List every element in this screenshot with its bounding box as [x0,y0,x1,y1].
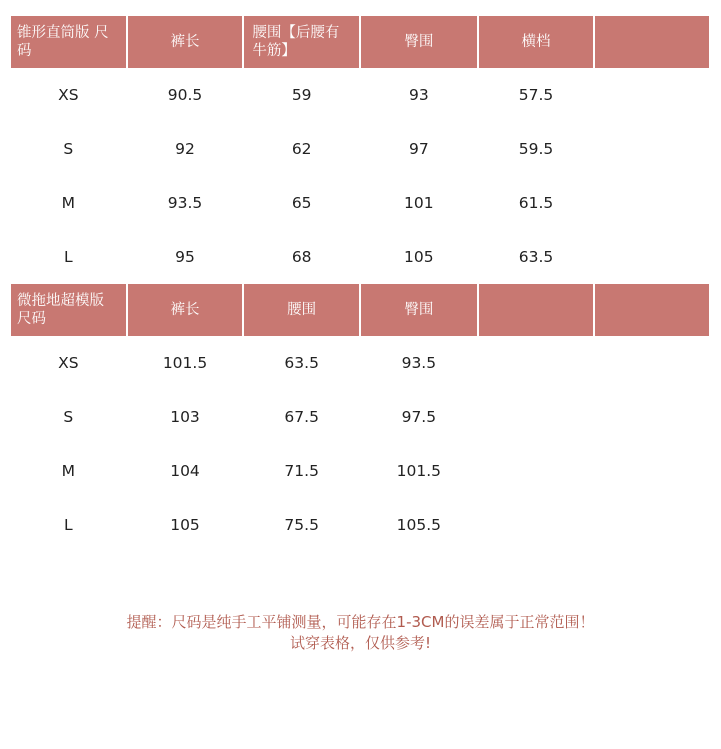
cell-empty [595,68,709,122]
cell-length: 95 [175,248,195,266]
cell-empty [595,176,709,230]
cell-size: M [61,194,76,212]
header-waist: 腰围【后腰有牛筋】 [244,16,359,68]
cell-size: M [61,462,76,480]
header-hip: 臀围 [361,16,477,68]
cell-size: S [63,408,74,426]
cell-waist: 75.5 [284,516,319,534]
cell-empty [595,444,709,498]
size-table-tapered [11,16,709,284]
cell-length: 90.5 [167,86,203,104]
cell-empty [479,498,594,552]
cell-length: 101.5 [162,354,208,372]
cell-empty [595,230,709,284]
header-waist: 腰围 [244,284,359,336]
cell-hip: 93.5 [401,354,437,372]
cell-size: L [64,248,73,266]
cell-waist: 62 [291,140,312,158]
table-row [11,444,709,498]
cell-length: 103 [170,408,200,426]
cell-empty [595,498,709,552]
cell-size: XS [58,354,79,372]
table-row [11,336,709,390]
header-size: 锥形直筒版 尺码 [11,16,126,68]
table-row [11,498,709,552]
header-empty [595,16,709,68]
cell-hip: 97 [408,140,429,158]
cell-empty [479,444,594,498]
cell-crotch: 57.5 [518,86,554,104]
cell-hip: 105.5 [396,516,442,534]
note-line-1: 提醒：尺码是纯手工平铺测量，可能存在1-3CM的误差属于正常范围！ [126,613,595,631]
table-row [11,230,709,284]
table-row [11,122,709,176]
cell-hip: 97.5 [401,408,437,426]
cell-empty [479,336,594,390]
table-row [11,68,709,122]
table-row [11,176,709,230]
header-length: 裤长 [128,16,243,68]
cell-waist: 65 [291,194,312,212]
cell-crotch: 63.5 [518,248,554,266]
cell-hip: 93 [408,86,429,104]
cell-length: 105 [170,516,200,534]
cell-length: 92 [175,140,195,158]
cell-crotch: 61.5 [518,194,554,212]
cell-crotch: 59.5 [518,140,554,158]
header-crotch: 横档 [479,16,594,68]
table-row [11,390,709,444]
header-length: 裤长 [128,284,243,336]
cell-empty [595,122,709,176]
cell-hip: 101.5 [396,462,442,480]
table-header [11,16,709,68]
header-empty [479,284,594,336]
cell-waist: 63.5 [284,354,319,372]
cell-size: XS [58,86,79,104]
table-header [11,284,709,336]
cell-waist: 59 [291,86,312,104]
cell-empty [595,390,709,444]
cell-waist: 68 [291,248,312,266]
cell-size: S [63,140,74,158]
header-empty [595,284,709,336]
header-size: 微拖地超模版 尺码 [11,284,126,336]
note-line-2: 试穿表格，仅供参考! [289,634,431,652]
size-table-floor-length [11,284,709,552]
cell-length: 104 [170,462,200,480]
cell-empty [479,390,594,444]
cell-length: 93.5 [167,194,203,212]
cell-waist: 71.5 [284,462,319,480]
cell-hip: 105 [404,248,434,266]
cell-waist: 67.5 [284,408,319,426]
cell-size: L [64,516,73,534]
cell-empty [595,336,709,390]
measurement-note [0,612,721,654]
cell-hip: 101 [404,194,434,212]
header-hip: 臀围 [361,284,477,336]
